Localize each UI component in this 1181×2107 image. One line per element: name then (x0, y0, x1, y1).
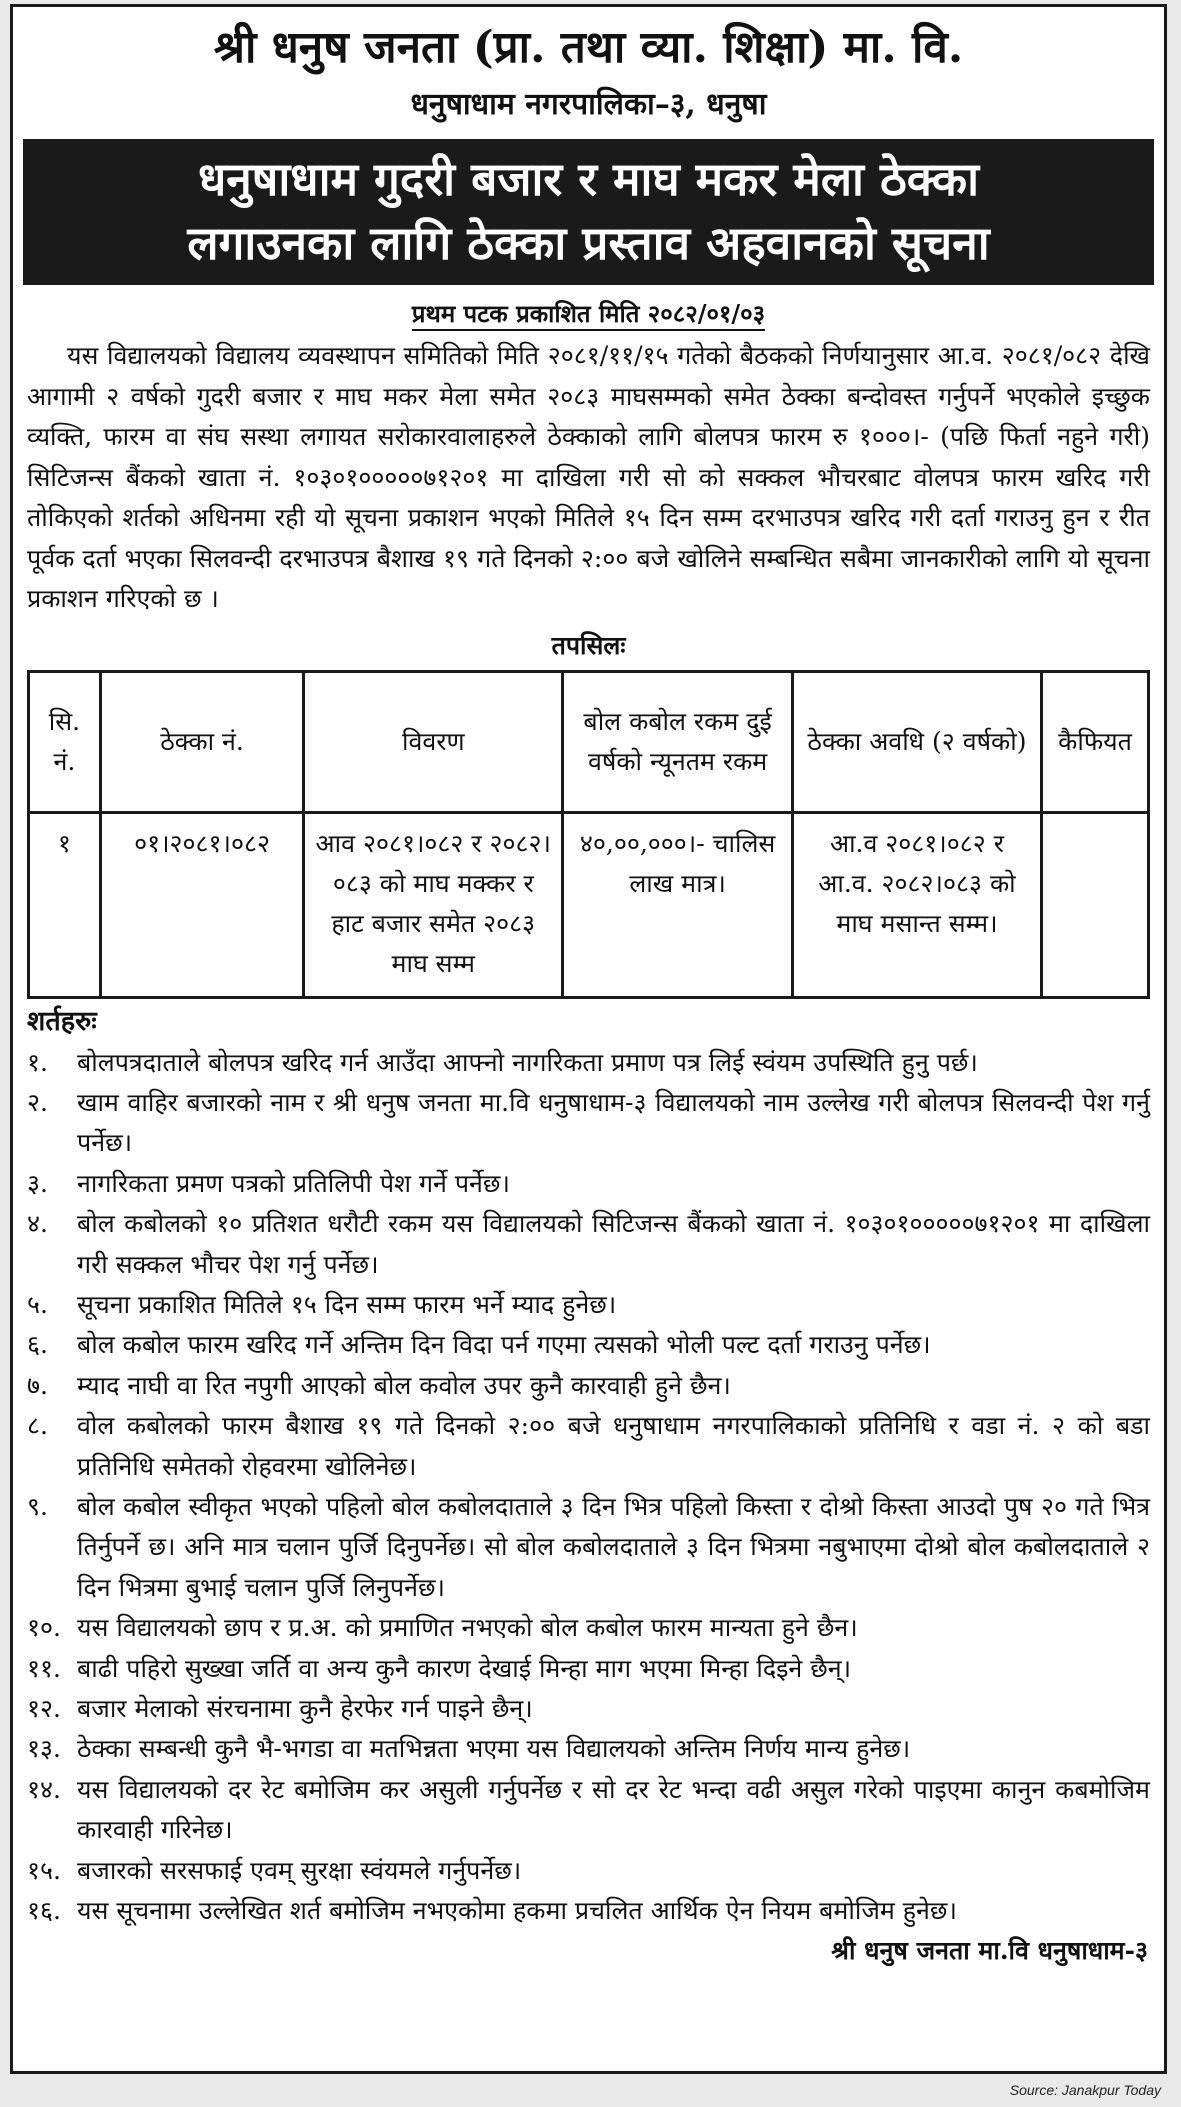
table-row (29, 812, 1149, 997)
term-number: १४. (27, 1774, 61, 1804)
term-number: ४. (27, 1209, 48, 1239)
term-number: ११. (27, 1653, 61, 1683)
table-header-row (29, 671, 1149, 812)
details-title: तपसिलः (551, 630, 626, 660)
term-text: म्याद नाघी वा रित नपुगी आएको बोल कवोल उपर कुनै कारवाही हुने छैन। (77, 1370, 731, 1400)
term-item (27, 1770, 1150, 1851)
notice-title-banner (23, 139, 1154, 285)
term-number: १२. (27, 1694, 61, 1723)
header-serial: सि. नं. (29, 671, 101, 812)
terms-list (27, 1043, 1150, 1932)
notice-title-line-2: लगाउनका लागि ठेक्का प्रस्ताव अहवानको सूचना (187, 216, 990, 270)
term-number: ८. (27, 1411, 48, 1441)
term-item (27, 1285, 1150, 1325)
term-number: ६. (27, 1330, 48, 1360)
school-name: श्री धनुष जनता (प्रा. तथा व्या. शिक्षा) मा. वि. (213, 22, 964, 73)
school-address: धनुषाधाम नगरपालिका–३, धनुषा (410, 87, 767, 122)
cell-min-bid-amount: ४०,००,०००।- चालिस लाख मात्र। (563, 812, 793, 997)
cell-contract-period: आ.व २०८१।०८२ र आ.व. २०८२।०८३ को माघ मसान्त सम्म। (792, 812, 1041, 997)
header-description: विवरण (304, 671, 563, 812)
term-text: यस विद्यालयको दर रेट बमोजिम कर असुली गर्नुपर्नेछ र सो दर रेट भन्दा वढी असुल गरेको पाइएमा कानुन कबमोजिम कारवाही गरिनेछ। (77, 1774, 1150, 1845)
term-item (27, 1204, 1150, 1285)
term-text: बोल कबोल स्वीकृत भएको पहिलो बोल कबोलदाताले ३ दिन भित्र पहिलो किस्ता र दोश्रो किस्ता आउदो पुष २० गते भित्र तिर्नुपर्ने छ। अनि मात्र चलान पुर्जि दिनुपर्नेछ। सो बोल कबोलदाताले ३ दिन भित्रमा नबुभाएमा दोश्रो बोल कबोलदाताले २ दिन भित्रमा बुभाई चलान पुर्जि लिनुपर्नेछ। (77, 1491, 1150, 1602)
signature: श्री धनुष जनता मा.वि धनुषाधाम-३ (831, 1936, 1148, 1966)
cell-contract-no: ०१।२०८१।०८२ (100, 812, 303, 997)
term-number: १. (27, 1047, 48, 1077)
term-item (27, 1649, 1150, 1689)
term-text: बोलपत्रदाताले बोलपत्र खरिद गर्न आउँदा आफ्नो नागरिकता प्रमाण पत्र लिई स्वंयम उपस्थिति हुनु पर्छ। (77, 1047, 978, 1077)
term-item (27, 1083, 1150, 1164)
term-text: ठेक्का सम्बन्धी कुनै भै-भगडा वा मतभिन्नता भएमा यस विद्यालयको अन्तिम निर्णय मान्य हुनेछ। (77, 1734, 911, 1764)
term-number: १३. (27, 1734, 61, 1764)
cell-remarks (1042, 812, 1149, 997)
term-item (27, 1325, 1150, 1365)
term-text: बोल कबोलको १० प्रतिशत धरौटी रकम यस विद्यालयको सिटिजन्स बैंकको खाता नं. १०३०१०००००७१२०१ मा दाखिला गरी सक्कल भौचर पेश गर्नु पर्नेछ। (77, 1209, 1150, 1279)
term-text: बजारको सरसफाई एवम् सुरक्षा स्वंयमले गर्नुपर्नेछ। (77, 1855, 522, 1885)
term-item (27, 1043, 1150, 1083)
term-item (27, 1406, 1150, 1487)
header-contract-period: ठेक्का अवधि (२ वर्षको) (792, 671, 1041, 812)
header-contract-no: ठेक्का नं. (100, 671, 303, 812)
term-item (27, 1608, 1150, 1648)
term-text: बाढी पहिरो सुख्खा जर्ति वा अन्य कुनै कारण देखाई मिन्हा माग भएमा मिन्हा दिइने छैन्। (77, 1653, 852, 1683)
term-item (27, 1689, 1150, 1729)
notice-page (10, 4, 1167, 2074)
term-text: यस सूचनामा उल्लेखित शर्त बमोजिम नभएकोमा हकमा प्रचलित आर्थिक ऐन नियम बमोजिम हुनेछ। (77, 1896, 957, 1926)
term-item (27, 1891, 1150, 1931)
contract-details-table (27, 670, 1150, 999)
term-item (27, 1851, 1150, 1891)
header-min-bid-amount: बोल कबोल रकम दुई वर्षको न्यूनतम रकम (563, 671, 793, 812)
term-item (27, 1366, 1150, 1406)
term-number: १०. (27, 1613, 61, 1643)
term-text: सूचना प्रकाशित मितिले १५ दिन सम्म फारम भर्ने म्याद हुनेछ। (77, 1289, 617, 1319)
term-item (27, 1729, 1150, 1769)
term-text: बजार मेलाको संरचनामा कुनै हेरफेर गर्न पाइने छैन्। (77, 1694, 533, 1723)
term-text: यस विद्यालयको छाप र प्र.अ. को प्रमाणित नभएको बोल कबोल फारम मान्यता हुने छैन। (77, 1613, 858, 1643)
term-text: बोल कबोल फारम खरिद गर्ने अन्तिम दिन विदा पर्न गएमा त्यसको भोली पल्ट दर्ता गराउनु पर्नेछ। (77, 1330, 931, 1360)
cell-description: आव २०८१।०८२ र २०८२।०८३ को माघ मक्कर र हाट बजार समेत २०८३ माघ सम्म (304, 812, 563, 997)
term-number: ७. (27, 1370, 48, 1400)
term-number: १५. (27, 1855, 61, 1885)
term-number: ३. (27, 1168, 48, 1198)
terms-title: शर्तहरुः (27, 1005, 97, 1037)
term-number: १६. (27, 1896, 61, 1926)
term-number: २. (27, 1087, 48, 1117)
source-credit: Source: Janakpur Today (1009, 2082, 1161, 2098)
term-item (27, 1487, 1150, 1608)
term-item (27, 1164, 1150, 1204)
term-text: नागरिकता प्रमण पत्रको प्रतिलिपी पेश गर्ने पर्नेछ। (77, 1168, 510, 1198)
term-number: ५. (27, 1289, 48, 1319)
notice-body: यस विद्यालयको विद्यालय व्यवस्थापन समितिको मिति २०८१/११/१५ गतेको बैठकको निर्णयानुसार आ.व. २०८१/०८२ देखि आगामी २ वर्षको गुदरी बजार र माघ मकर मेला समेत २०८३ माघसम्मको समेत ठेक्का बन्दोवस्त गर्नुपर्ने भएकोले इच्छुक व्यक्ति, फारम वा संघ सस्था लगायत सरोकारवालाहरुले ठेक्काको लागि बोलपत्र फारम रु १०००।- (पछि फिर्ता नहुने गरी) सिटिजन्स बैंकको खाता नं. १०३०१०००००७१२०१ मा दाखिला गरी सो को सक्कल भौचरबाट वोलपत्र फारम खरिद गरी तोकिएको शर्तको अधिनमा रही यो सूचना प्रकाशन भएको मितिले १५ दिन सम्म दरभाउपत्र खरिद गरी दर्ता गराउनु हुन र रीत पूर्वक दर्ता भएका सिलवन्दी दरभाउपत्र बैशाख १९ गते दिनको २:०० बजे खोलिने सम्बन्धित सबैमा जानकारीको लागि यो सूचना प्रकाशन गरिएको छ । (27, 341, 1150, 613)
term-number: ९. (27, 1491, 48, 1521)
notice-title-line-1: धनुषाधाम गुदरी बजार र माघ मकर मेला ठेक्का (197, 152, 980, 206)
publication-date (13, 297, 1164, 330)
cell-serial: १ (29, 812, 101, 997)
publication-date-text: प्रथम पटक प्रकाशित मिति २०८२/०१/०३ (412, 299, 765, 331)
term-text: वोल कबोलको फारम बैशाख १९ गते दिनको २:०० बजे धनुषाधाम नगरपालिकाको प्रतिनिधि र वडा नं. २ को बडा प्रतिनिधि समेतको रोहवरमा खोलिनेछ। (77, 1411, 1150, 1481)
header-remarks: कैफियत (1042, 671, 1149, 812)
term-text: खाम वाहिर बजारको नाम र श्री धनुष जनता मा.वि धनुषाधाम-३ विद्यालयको नाम उल्लेख गरी बोलपत्र सिलवन्दी पेश गर्नु पर्नेछ। (77, 1087, 1150, 1158)
